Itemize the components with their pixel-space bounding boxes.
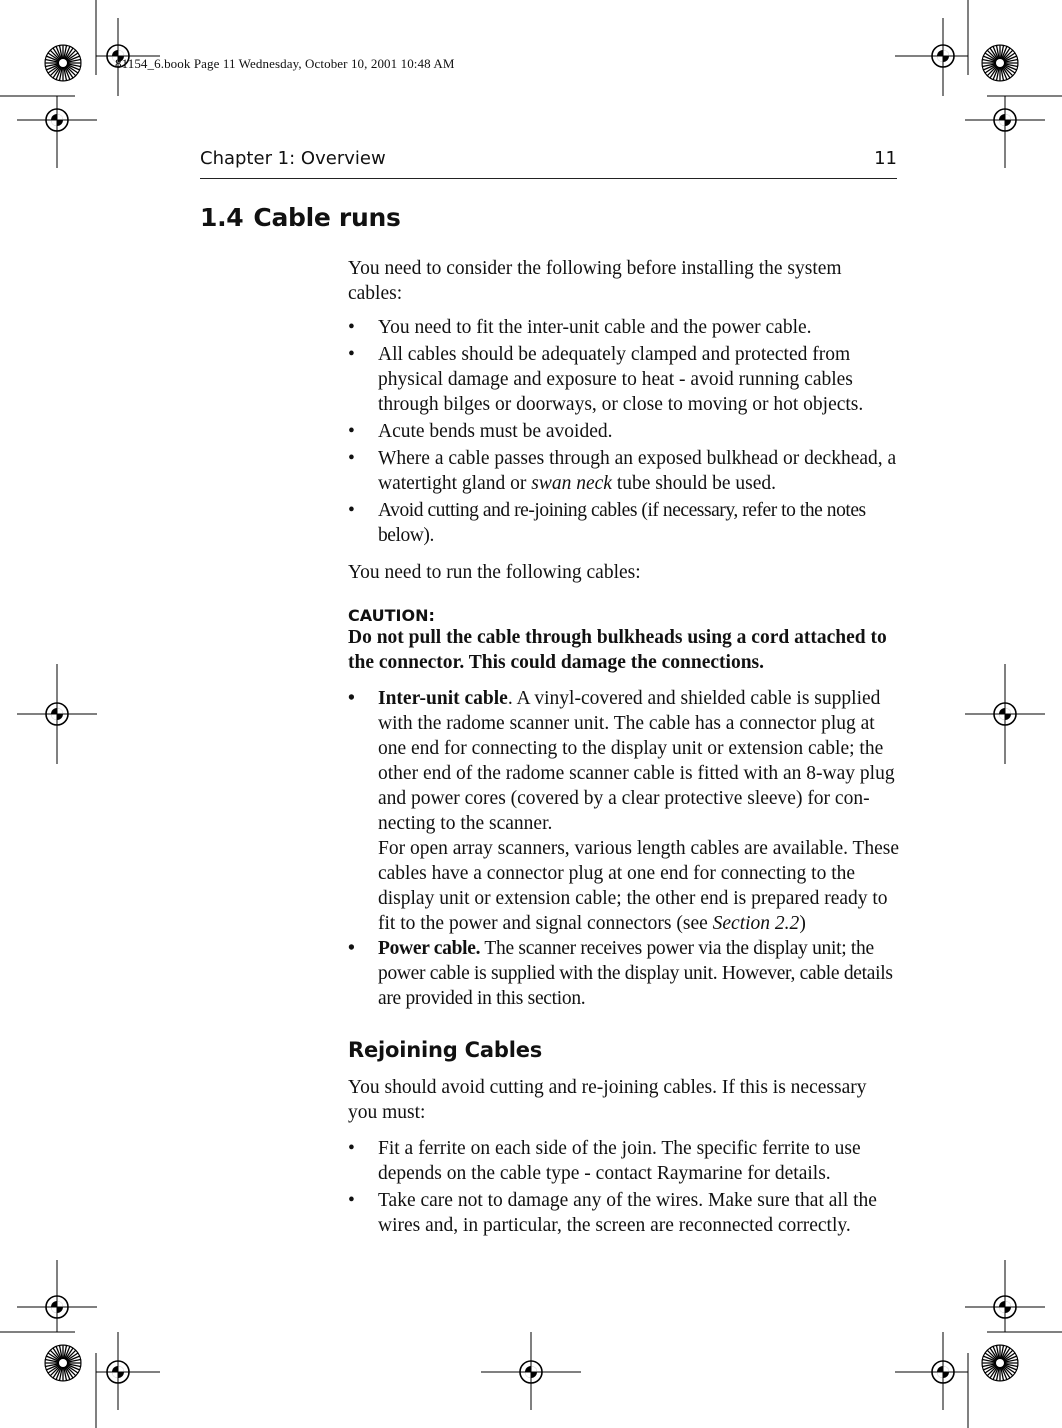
page-number: 11	[874, 148, 897, 169]
section-reference: Section 2.2	[712, 913, 800, 934]
list-item: • Where a cable passes through an exposed bulkhead or deckhead, a watertight gland or swan neck tube should be used.	[348, 448, 897, 494]
list-item: • Take care not to damage any of the wires. Make sure that all the wires and, in particular, the screen are reconnected correctly.	[348, 1190, 877, 1236]
bullet: •	[348, 688, 355, 709]
considerations-list	[348, 315, 900, 550]
section-title: Cable runs	[253, 203, 401, 232]
bullet: •	[348, 448, 355, 469]
rejoining-intro: You should avoid cutting and re-joining cables. If this is necessary you must:	[348, 1077, 867, 1123]
list-item: • Inter-unit cable. A vinyl-covered and shielded cable is supplied with the radome scanner unit. The cable has a connector plug at one end for connecting to the display unit or extension cable; the other end of the radome scanner cable is fitted with an 8-way plug and power cores (covered by a clear protective sleeve) for con-necting to the scanner. For open array scanners, various length cables are available. These cables have a connector plug at one end for connecting to the display unit or extension cable; the other end is prepared ready to fit to the power and signal connectors (see Section 2.2)	[348, 688, 900, 934]
bullet: •	[348, 344, 355, 365]
bullet: •	[348, 421, 355, 442]
cables-list	[348, 686, 900, 1011]
rejoining-list	[348, 1136, 900, 1240]
intro-paragraph: You need to consider the following before installing the system cables:	[348, 258, 842, 304]
section-heading	[200, 203, 401, 232]
caution-text: Do not pull the cable through bulkheads using a cord attached to the connector. This could damage the connections.	[348, 627, 887, 673]
list-item: • Power cable. The scanner receives power via the display unit; the power cable is supplied with the display unit. However, cable details are provided in this section.	[348, 938, 893, 1009]
cable-name: Power cable.	[378, 938, 481, 959]
bullet: •	[348, 938, 355, 959]
term-swan-neck: swan neck	[531, 473, 612, 494]
list-item: • Avoid cutting and re-joining cables (if necessary, refer to the notes below).	[348, 500, 866, 546]
bullet: •	[348, 1190, 355, 1211]
chapter-title: Chapter 1: Overview	[200, 148, 386, 169]
list-item: • You need to fit the inter-unit cable and the power cable.	[348, 317, 812, 338]
print-slug: 81154_6.book Page 11 Wednesday, October 10, 2001 10:48 AM	[115, 56, 455, 71]
list-item: • All cables should be adequately clamped and protected from physical damage and exposure to heat - avoid running cables through bilges or doorways, or close to moving or hot objects.	[348, 344, 864, 415]
bullet: •	[348, 317, 355, 338]
list-item: • Acute bends must be avoided.	[348, 421, 613, 442]
running-header	[200, 146, 897, 179]
cable-name: Inter-unit cable	[378, 688, 508, 709]
subsection-heading: Rejoining Cables	[348, 1038, 543, 1062]
bullet: •	[348, 1138, 355, 1159]
run-cables-paragraph: You need to run the following cables:	[348, 562, 641, 583]
section-number: 1.4	[200, 203, 244, 232]
bullet: •	[348, 500, 355, 521]
caution-label: CAUTION:	[348, 606, 435, 625]
list-item: • Fit a ferrite on each side of the join. The specific ferrite to use depends on the cable type - contact Raymarine for details.	[348, 1138, 861, 1184]
